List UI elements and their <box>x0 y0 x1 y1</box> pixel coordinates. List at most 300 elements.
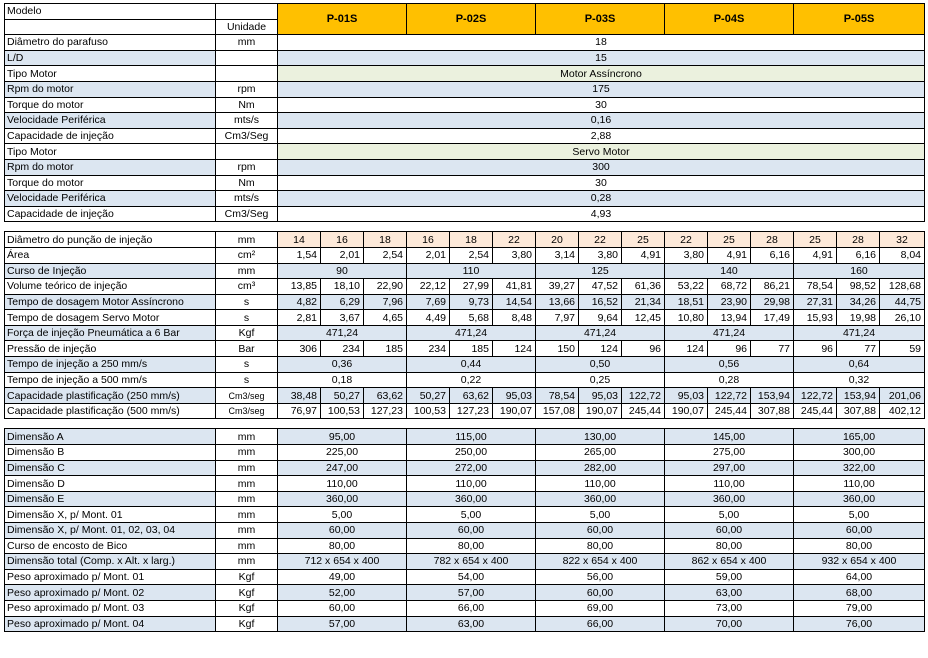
row-cell: 16,52 <box>579 294 622 310</box>
row-group-cell: 272,00 <box>407 460 536 476</box>
row-group-cell: 862 x 654 x 400 <box>665 554 794 570</box>
model-header: P-04S <box>665 4 794 35</box>
table-row <box>5 523 925 539</box>
row-group-cell: 140 <box>665 263 794 279</box>
model-header: P-05S <box>794 4 925 35</box>
row-group-cell: 95,00 <box>278 429 407 445</box>
row-value: 15 <box>278 50 925 66</box>
row-group-cell: 360,00 <box>407 491 536 507</box>
row-label: Dimensão C <box>5 460 216 476</box>
row-cell: 16 <box>407 232 450 248</box>
row-label: Peso aproximado p/ Mont. 02 <box>5 585 216 601</box>
table-row <box>5 175 925 191</box>
row-value: 4,93 <box>278 206 925 222</box>
row-cell: 190,07 <box>493 403 536 419</box>
row-cell: 34,26 <box>837 294 880 310</box>
row-unit: cm² <box>216 247 278 263</box>
table-row <box>5 569 925 585</box>
row-cell: 153,94 <box>751 388 794 404</box>
row-group-cell: 225,00 <box>278 445 407 461</box>
row-cell: 22,90 <box>364 279 407 295</box>
table-row <box>5 263 925 279</box>
row-group-cell: 60,00 <box>536 523 665 539</box>
row-cell: 122,72 <box>794 388 837 404</box>
row-label: Rpm do motor <box>5 81 216 97</box>
row-cell: 100,53 <box>407 403 450 419</box>
row-group-cell: 90 <box>278 263 407 279</box>
row-group-cell: 250,00 <box>407 445 536 461</box>
row-group-cell: 932 x 654 x 400 <box>794 554 925 570</box>
row-unit: mm <box>216 476 278 492</box>
row-group-cell: 471,24 <box>665 325 794 341</box>
row-cell: 18,51 <box>665 294 708 310</box>
table-row <box>5 113 925 129</box>
row-cell: 124 <box>665 341 708 357</box>
table-row <box>5 554 925 570</box>
row-group-cell: 360,00 <box>794 491 925 507</box>
row-cell: 10,80 <box>665 310 708 326</box>
row-group-cell: 471,24 <box>407 325 536 341</box>
row-group-cell: 73,00 <box>665 600 794 616</box>
header-empty <box>5 19 216 35</box>
row-cell: 96 <box>794 341 837 357</box>
row-label: Curso de encosto de Bico <box>5 538 216 554</box>
row-label: Capacidade de injeção <box>5 128 216 144</box>
row-cell: 25 <box>622 232 665 248</box>
row-unit <box>216 144 278 160</box>
row-cell: 124 <box>493 341 536 357</box>
row-unit: mm <box>216 263 278 279</box>
table-row <box>5 507 925 523</box>
row-cell: 19,98 <box>837 310 880 326</box>
row-group-cell: 57,00 <box>278 616 407 632</box>
table-row <box>5 159 925 175</box>
row-group-cell: 0,18 <box>278 372 407 388</box>
row-label: L/D <box>5 50 216 66</box>
spec-table-body <box>5 4 925 632</box>
row-group-cell: 0,56 <box>665 357 794 373</box>
table-row <box>5 128 925 144</box>
row-group-cell: 247,00 <box>278 460 407 476</box>
row-label: Dimensão total (Comp. x Alt. x larg.) <box>5 554 216 570</box>
model-header: P-03S <box>536 4 665 35</box>
row-group-cell: 60,00 <box>278 523 407 539</box>
table-row <box>5 372 925 388</box>
row-group-cell: 160 <box>794 263 925 279</box>
row-group-cell: 265,00 <box>536 445 665 461</box>
table-row <box>5 310 925 326</box>
row-group-cell: 5,00 <box>794 507 925 523</box>
row-cell: 2,54 <box>364 247 407 263</box>
row-unit: Cm3/Seg <box>216 128 278 144</box>
row-value: 30 <box>278 97 925 113</box>
row-label: Dimensão X, p/ Mont. 01, 02, 03, 04 <box>5 523 216 539</box>
row-cell: 22 <box>665 232 708 248</box>
row-unit: mm <box>216 538 278 554</box>
row-cell: 50,27 <box>407 388 450 404</box>
row-cell: 307,88 <box>837 403 880 419</box>
row-cell: 4,65 <box>364 310 407 326</box>
row-value: 30 <box>278 175 925 191</box>
row-group-cell: 0,22 <box>407 372 536 388</box>
row-cell: 124 <box>579 341 622 357</box>
row-cell: 2,81 <box>278 310 321 326</box>
row-cell: 77 <box>837 341 880 357</box>
row-label: Capacidade plastificação (250 mm/s) <box>5 388 216 404</box>
row-group-cell: 66,00 <box>407 600 536 616</box>
row-cell: 122,72 <box>708 388 751 404</box>
row-group-cell: 297,00 <box>665 460 794 476</box>
row-unit: mts/s <box>216 113 278 129</box>
row-unit: s <box>216 357 278 373</box>
row-group-cell: 69,00 <box>536 600 665 616</box>
row-cell: 245,44 <box>708 403 751 419</box>
row-cell: 50,27 <box>321 388 364 404</box>
row-cell: 5,68 <box>450 310 493 326</box>
row-unit: Kgf <box>216 616 278 632</box>
row-group-cell: 712 x 654 x 400 <box>278 554 407 570</box>
row-cell: 12,45 <box>622 310 665 326</box>
row-cell: 4,91 <box>794 247 837 263</box>
row-group-cell: 360,00 <box>278 491 407 507</box>
row-label: Peso aproximado p/ Mont. 01 <box>5 569 216 585</box>
row-group-cell: 125 <box>536 263 665 279</box>
row-cell: 63,62 <box>450 388 493 404</box>
row-group-cell: 5,00 <box>536 507 665 523</box>
row-cell: 95,03 <box>665 388 708 404</box>
row-cell: 41,81 <box>493 279 536 295</box>
row-unit: Nm <box>216 175 278 191</box>
row-cell: 95,03 <box>493 388 536 404</box>
row-cell: 2,54 <box>450 247 493 263</box>
row-cell: 127,23 <box>450 403 493 419</box>
spacer <box>5 419 925 429</box>
row-cell: 150 <box>536 341 579 357</box>
row-cell: 22 <box>579 232 622 248</box>
row-unit: Kgf <box>216 600 278 616</box>
row-cell: 7,69 <box>407 294 450 310</box>
row-cell: 306 <box>278 341 321 357</box>
row-cell: 122,72 <box>622 388 665 404</box>
row-label: Tipo Motor <box>5 66 216 82</box>
row-group-cell: 54,00 <box>407 569 536 585</box>
table-row <box>5 50 925 66</box>
row-unit: s <box>216 294 278 310</box>
row-label: Diâmetro do punção de injeção <box>5 232 216 248</box>
row-cell: 307,88 <box>751 403 794 419</box>
row-label: Dimensão A <box>5 429 216 445</box>
row-value: 175 <box>278 81 925 97</box>
row-cell: 96 <box>622 341 665 357</box>
row-group-cell: 63,00 <box>407 616 536 632</box>
row-group-cell: 60,00 <box>278 600 407 616</box>
table-row <box>5 585 925 601</box>
row-label: Tipo Motor <box>5 144 216 160</box>
row-value: 18 <box>278 35 925 51</box>
row-label: Rpm do motor <box>5 159 216 175</box>
row-unit: rpm <box>216 159 278 175</box>
row-value: Motor Assíncrono <box>278 66 925 82</box>
row-cell: 77 <box>751 341 794 357</box>
row-unit: Bar <box>216 341 278 357</box>
row-cell: 245,44 <box>794 403 837 419</box>
row-cell: 26,10 <box>880 310 925 326</box>
row-cell: 3,80 <box>493 247 536 263</box>
table-row <box>5 357 925 373</box>
row-group-cell: 822 x 654 x 400 <box>536 554 665 570</box>
model-header: P-02S <box>407 4 536 35</box>
row-unit: mm <box>216 35 278 51</box>
row-cell: 53,22 <box>665 279 708 295</box>
row-group-cell: 360,00 <box>536 491 665 507</box>
row-unit: Kgf <box>216 585 278 601</box>
row-unit: mm <box>216 232 278 248</box>
row-group-cell: 0,32 <box>794 372 925 388</box>
row-group-cell: 60,00 <box>536 585 665 601</box>
row-cell: 100,53 <box>321 403 364 419</box>
row-cell: 234 <box>407 341 450 357</box>
row-group-cell: 5,00 <box>665 507 794 523</box>
row-value: 0,16 <box>278 113 925 129</box>
row-label: Pressão de injeção <box>5 341 216 357</box>
row-cell: 201,06 <box>880 388 925 404</box>
row-cell: 7,97 <box>536 310 579 326</box>
table-row <box>5 144 925 160</box>
row-cell: 4,82 <box>278 294 321 310</box>
row-cell: 14 <box>278 232 321 248</box>
row-cell: 3,80 <box>665 247 708 263</box>
row-label: Capacidade de injeção <box>5 206 216 222</box>
row-cell: 32 <box>880 232 925 248</box>
table-row <box>5 403 925 419</box>
table-row <box>5 616 925 632</box>
row-cell: 17,49 <box>751 310 794 326</box>
row-cell: 245,44 <box>622 403 665 419</box>
row-cell: 28 <box>751 232 794 248</box>
row-group-cell: 79,00 <box>794 600 925 616</box>
row-cell: 27,99 <box>450 279 493 295</box>
row-value: Servo Motor <box>278 144 925 160</box>
row-group-cell: 76,00 <box>794 616 925 632</box>
row-group-cell: 57,00 <box>407 585 536 601</box>
row-value: 300 <box>278 159 925 175</box>
table-row <box>5 191 925 207</box>
row-label: Tempo de dosagem Motor Assíncrono <box>5 294 216 310</box>
row-cell: 185 <box>364 341 407 357</box>
modelo-label: Modelo <box>5 4 216 20</box>
row-cell: 38,48 <box>278 388 321 404</box>
row-cell: 2,01 <box>321 247 364 263</box>
row-unit: mm <box>216 460 278 476</box>
row-group-cell: 80,00 <box>665 538 794 554</box>
row-cell: 76,97 <box>278 403 321 419</box>
row-group-cell: 282,00 <box>536 460 665 476</box>
row-cell: 27,31 <box>794 294 837 310</box>
row-cell: 21,34 <box>622 294 665 310</box>
row-cell: 190,07 <box>665 403 708 419</box>
row-group-cell: 471,24 <box>278 325 407 341</box>
row-cell: 47,52 <box>579 279 622 295</box>
row-cell: 20 <box>536 232 579 248</box>
row-label: Tempo de dosagem Servo Motor <box>5 310 216 326</box>
row-unit: rpm <box>216 81 278 97</box>
row-group-cell: 110,00 <box>278 476 407 492</box>
row-cell: 4,91 <box>708 247 751 263</box>
row-cell: 28 <box>837 232 880 248</box>
table-row <box>5 600 925 616</box>
row-unit: Cm3/Seg <box>216 206 278 222</box>
row-group-cell: 80,00 <box>407 538 536 554</box>
row-unit: Kgf <box>216 325 278 341</box>
row-unit: Cm3/seg <box>216 403 278 419</box>
row-group-cell: 60,00 <box>794 523 925 539</box>
table-row <box>5 247 925 263</box>
row-unit <box>216 50 278 66</box>
row-unit <box>216 66 278 82</box>
row-group-cell: 80,00 <box>536 538 665 554</box>
row-cell: 25 <box>794 232 837 248</box>
row-group-cell: 110 <box>407 263 536 279</box>
row-label: Dimensão D <box>5 476 216 492</box>
row-label: Área <box>5 247 216 263</box>
table-row <box>5 66 925 82</box>
row-cell: 6,16 <box>837 247 880 263</box>
row-cell: 8,48 <box>493 310 536 326</box>
row-cell: 98,52 <box>837 279 880 295</box>
row-group-cell: 80,00 <box>278 538 407 554</box>
table-row <box>5 538 925 554</box>
table-row <box>5 476 925 492</box>
unit-header-empty <box>216 4 278 20</box>
row-unit: s <box>216 372 278 388</box>
row-value: 0,28 <box>278 191 925 207</box>
row-cell: 6,16 <box>751 247 794 263</box>
row-group-cell: 130,00 <box>536 429 665 445</box>
row-cell: 68,72 <box>708 279 751 295</box>
table-row <box>5 491 925 507</box>
model-header: P-01S <box>278 4 407 35</box>
row-group-cell: 5,00 <box>407 507 536 523</box>
row-unit: mm <box>216 491 278 507</box>
row-group-cell: 110,00 <box>536 476 665 492</box>
row-unit: cm³ <box>216 279 278 295</box>
row-cell: 9,73 <box>450 294 493 310</box>
row-cell: 157,08 <box>536 403 579 419</box>
row-group-cell: 68,00 <box>794 585 925 601</box>
row-cell: 18 <box>364 232 407 248</box>
row-cell: 22,12 <box>407 279 450 295</box>
row-cell: 13,85 <box>278 279 321 295</box>
row-cell: 18 <box>450 232 493 248</box>
row-cell: 128,68 <box>880 279 925 295</box>
row-group-cell: 275,00 <box>665 445 794 461</box>
table-row <box>5 341 925 357</box>
row-cell: 153,94 <box>837 388 880 404</box>
row-group-cell: 115,00 <box>407 429 536 445</box>
row-cell: 15,93 <box>794 310 837 326</box>
row-group-cell: 56,00 <box>536 569 665 585</box>
row-label: Peso aproximado p/ Mont. 04 <box>5 616 216 632</box>
table-row <box>5 294 925 310</box>
row-cell: 25 <box>708 232 751 248</box>
row-group-cell: 300,00 <box>794 445 925 461</box>
row-unit: Cm3/seg <box>216 388 278 404</box>
spacer-row <box>5 419 925 429</box>
row-unit: Nm <box>216 97 278 113</box>
row-unit: Kgf <box>216 569 278 585</box>
table-row <box>5 206 925 222</box>
spacer <box>5 222 925 232</box>
row-group-cell: 0,36 <box>278 357 407 373</box>
row-cell: 18,10 <box>321 279 364 295</box>
row-group-cell: 0,28 <box>665 372 794 388</box>
row-group-cell: 59,00 <box>665 569 794 585</box>
row-group-cell: 66,00 <box>536 616 665 632</box>
row-group-cell: 5,00 <box>278 507 407 523</box>
row-label: Tempo de injeção a 250 mm/s <box>5 357 216 373</box>
row-cell: 23,90 <box>708 294 751 310</box>
row-cell: 16 <box>321 232 364 248</box>
row-group-cell: 110,00 <box>407 476 536 492</box>
row-cell: 127,23 <box>364 403 407 419</box>
row-group-cell: 322,00 <box>794 460 925 476</box>
table-row <box>5 97 925 113</box>
table-row <box>5 81 925 97</box>
row-label: Diâmetro do parafuso <box>5 35 216 51</box>
row-cell: 4,49 <box>407 310 450 326</box>
row-cell: 3,67 <box>321 310 364 326</box>
row-group-cell: 0,25 <box>536 372 665 388</box>
row-label: Peso aproximado p/ Mont. 03 <box>5 600 216 616</box>
row-cell: 190,07 <box>579 403 622 419</box>
table-row <box>5 460 925 476</box>
row-cell: 63,62 <box>364 388 407 404</box>
table-row <box>5 232 925 248</box>
row-group-cell: 471,24 <box>794 325 925 341</box>
row-group-cell: 0,50 <box>536 357 665 373</box>
header-row <box>5 4 925 20</box>
row-cell: 14,54 <box>493 294 536 310</box>
row-cell: 44,75 <box>880 294 925 310</box>
row-cell: 3,80 <box>579 247 622 263</box>
row-cell: 59 <box>880 341 925 357</box>
row-label: Dimensão B <box>5 445 216 461</box>
row-group-cell: 110,00 <box>665 476 794 492</box>
row-label: Volume teórico de injeção <box>5 279 216 295</box>
row-cell: 185 <box>450 341 493 357</box>
row-cell: 8,04 <box>880 247 925 263</box>
row-unit: mm <box>216 507 278 523</box>
row-unit: mts/s <box>216 191 278 207</box>
row-cell: 78,54 <box>536 388 579 404</box>
row-unit: mm <box>216 523 278 539</box>
row-cell: 29,98 <box>751 294 794 310</box>
row-group-cell: 80,00 <box>794 538 925 554</box>
row-group-cell: 49,00 <box>278 569 407 585</box>
row-group-cell: 60,00 <box>665 523 794 539</box>
row-unit: mm <box>216 445 278 461</box>
table-row <box>5 429 925 445</box>
row-group-cell: 145,00 <box>665 429 794 445</box>
row-group-cell: 70,00 <box>665 616 794 632</box>
row-cell: 13,94 <box>708 310 751 326</box>
row-cell: 22 <box>493 232 536 248</box>
row-cell: 78,54 <box>794 279 837 295</box>
row-label: Velocidade Periférica <box>5 191 216 207</box>
row-cell: 96 <box>708 341 751 357</box>
row-group-cell: 63,00 <box>665 585 794 601</box>
row-cell: 61,36 <box>622 279 665 295</box>
